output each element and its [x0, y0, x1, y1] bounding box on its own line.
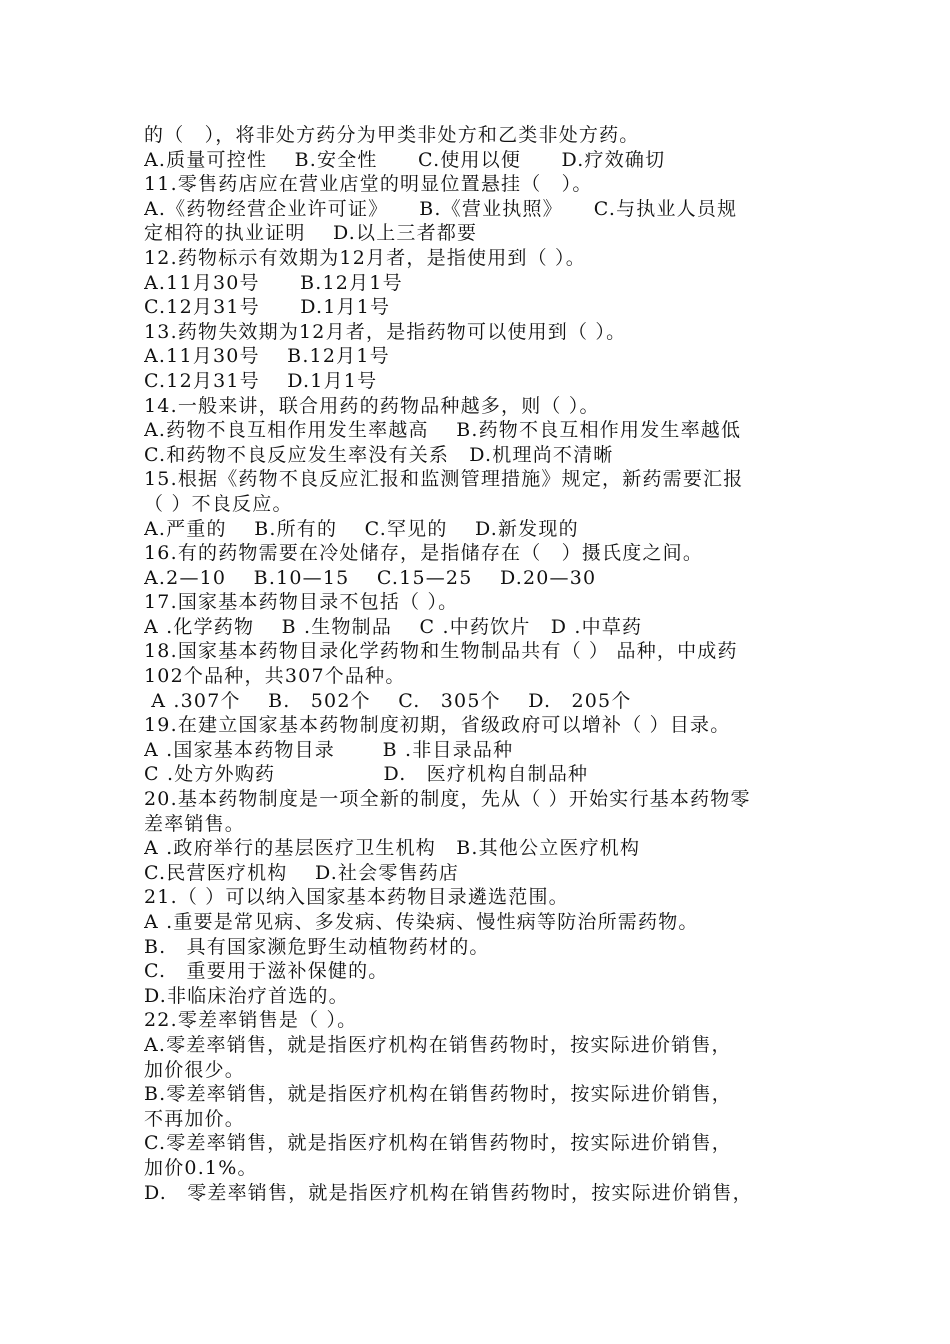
- text-line: 加价0.1%。: [144, 1156, 258, 1179]
- text-line: D. 零差率销售，就是指医疗机构在销售药物时，按实际进价销售，: [144, 1181, 753, 1204]
- text-line: A .政府举行的基层医疗卫生机构 B.其他公立医疗机构: [144, 837, 641, 860]
- text-line: A .重要是常见病、多发病、传染病、慢性病等防治所需药物。: [144, 911, 699, 933]
- text-line: A.11月30号 B.12月1号: [144, 271, 403, 294]
- text-line: B.零差率销售，就是指医疗机构在销售药物时，按实际进价销售，: [144, 1083, 733, 1106]
- text-line: 差率销售。: [144, 812, 246, 835]
- text-line: D.非临床治疗首选的。: [144, 984, 349, 1007]
- text-line: 13.药物失效期为12月者，是指药物可以使用到（ ）。: [144, 320, 627, 343]
- text-line: C.12月31号 D.1月1号: [144, 369, 378, 392]
- text-line: A .化学药物 B .生物制品 C .中药饮片 D .中草药: [144, 615, 643, 638]
- text-line: 不再加价。: [144, 1107, 246, 1130]
- text-line: 定相符的执业证明 D.以上三者都要: [144, 222, 478, 245]
- text-line: 11.零售药店应在营业店堂的明显位置悬挂（ ）。: [144, 173, 593, 196]
- text-line: A .国家基本药物目录 B .非目录品种: [144, 738, 514, 761]
- text-line: A.药物不良互相作用发生率越高 B.药物不良互相作用发生率越低: [144, 419, 742, 442]
- text-line: C.12月31号 D.1月1号: [144, 296, 391, 319]
- text-line: C .处方外购药 D. 医疗机构自制品种: [144, 763, 589, 786]
- text-line: A.严重的 B.所有的 C.罕见的 D.新发现的: [144, 517, 579, 540]
- text-line: 12.药物标示有效期为12月者，是指使用到（ ）。: [144, 246, 586, 269]
- text-line: B. 具有国家濒危野生动植物药材的。: [144, 935, 490, 958]
- text-line: 14.一般来讲，联合用药的药物品种越多，则（ ）。: [144, 394, 600, 417]
- text-line: C.和药物不良反应发生率没有关系 D.机理尚不清晰: [144, 443, 614, 466]
- text-line: 102个品种，共307个品种。: [144, 665, 406, 688]
- text-line: A.2—10 B.10—15 C.15—25 D.20—30: [144, 566, 597, 589]
- text-line: 19.在建立国家基本药物制度初期，省级政府可以增补（ ）目录。: [144, 714, 731, 737]
- text-line: 18.国家基本药物目录化学药物和生物制品共有（ ） 品种，中成药: [144, 640, 738, 663]
- text-line: （ ）不良反应。: [144, 492, 293, 515]
- text-line: C.零差率销售，就是指医疗机构在销售药物时，按实际进价销售，: [144, 1132, 732, 1155]
- text-line: 21.（ ）可以纳入国家基本药物目录遴选范围。: [144, 886, 569, 909]
- text-line: 17.国家基本药物目录不包括（ ）。: [144, 591, 459, 614]
- text-line: 的（ ），将非处方药分为甲类非处方和乙类非处方药。: [144, 124, 640, 146]
- text-line: A.零差率销售，就是指医疗机构在销售药物时，按实际进价销售，: [144, 1033, 732, 1056]
- text-line: C. 重要用于滋补保健的。: [144, 960, 389, 983]
- text-line: 加价很少。: [144, 1058, 246, 1081]
- text-line: A.11月30号 B.12月1号: [144, 345, 390, 368]
- text-line: C.民营医疗机构 D.社会零售药店: [144, 861, 460, 884]
- document-body: [144, 123, 814, 1205]
- text-line: 16.有的药物需要在冷处储存，是指储存在（ ）摄氏度之间。: [144, 542, 704, 565]
- text-line: A.质量可控性 B.安全性 C.使用以便 D.疗效确切: [144, 148, 666, 171]
- text-line: 20.基本药物制度是一项全新的制度，先从（ ）开始实行基本药物零: [144, 788, 751, 811]
- text-line: A.《药物经营企业许可证》 B.《营业执照》 C.与执业人员规: [144, 197, 738, 220]
- text-line: A .307个 B. 502个 C. 305个 D. 205个: [144, 689, 632, 712]
- text-line: 15.根据《药物不良反应汇报和监测管理措施》规定，新药需要汇报: [144, 468, 744, 491]
- text-line: 22.零差率销售是（ ）。: [144, 1009, 358, 1032]
